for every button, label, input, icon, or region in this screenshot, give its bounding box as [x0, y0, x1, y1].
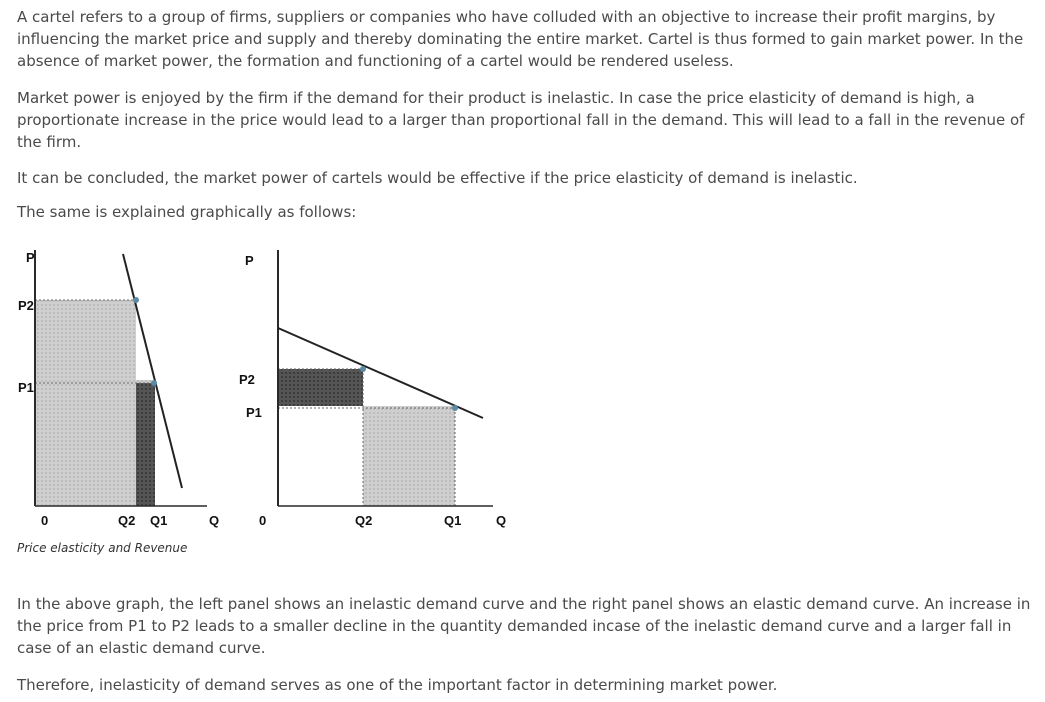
graph-explanation-paragraph: In the above graph, the left panel shows an inelastic demand curve and the right panel shows an elastic demand curve. An increase in the price from P1 to P2 leads to a smaller decline in the quantity demanded incase of the inelastic demand curve and a larger fall in case of an elastic demand curve.	[17, 595, 1031, 657]
left-y-axis-label: P	[26, 250, 35, 265]
right-point-p1	[452, 405, 458, 411]
right-quantity-label-q2: Q2	[355, 513, 373, 528]
left-quantity-label-q2: Q2	[118, 513, 136, 528]
right-quantity-label-q1: Q1	[444, 513, 462, 528]
left-lost-revenue-area	[136, 383, 155, 506]
right-price-label-p1: P1	[246, 405, 262, 420]
left-price-label-p1: P1	[18, 380, 34, 395]
elasticity-revenue-figure	[17, 232, 527, 532]
left-quantity-label-q1: Q1	[150, 513, 168, 528]
left-price-label-p2: P2	[18, 298, 34, 313]
left-point-p1	[151, 380, 157, 386]
right-origin-label: 0	[259, 513, 267, 528]
final-paragraph: Therefore, inelasticity of demand serves as one of the important factor in determining market power.	[17, 676, 778, 694]
intro-paragraph: A cartel refers to a group of firms, suppliers or companies who have colluded with an objective to increase their profit margins, by influencing the market price and supply and thereby dominating the entire market. Cartel is thus formed to gain market power. In the absence of market power, the formation and functioning of a cartel would be rendered useless.	[17, 8, 1024, 70]
right-panel-elastic	[239, 250, 506, 528]
right-price-label-p2: P2	[239, 372, 255, 387]
conclusion-paragraph: It can be concluded, the market power of cartels would be effective if the price elasticity of demand is inelastic.	[17, 169, 858, 187]
right-x-axis-label: Q	[496, 513, 507, 528]
right-gained-revenue-area	[363, 406, 455, 506]
left-point-p2	[133, 297, 139, 303]
left-gained-revenue-area	[35, 300, 136, 380]
figure-caption: Price elasticity and Revenue	[17, 541, 188, 555]
graph-intro-paragraph: The same is explained graphically as follows:	[17, 203, 357, 221]
left-common-revenue-area	[35, 380, 152, 506]
right-y-axis-label: P	[245, 253, 254, 268]
left-origin-label: 0	[41, 513, 49, 528]
right-lost-revenue-area	[278, 369, 363, 406]
right-common-revenue-area	[278, 406, 363, 506]
left-panel-inelastic	[18, 250, 219, 528]
market-power-paragraph: Market power is enjoyed by the firm if the demand for their product is inelastic. In case the price elasticity of demand is high, a proportionate increase in the price would lead to a larger than proportional fall in the demand. This will lead to a fall in the revenue of the firm.	[17, 89, 1025, 151]
left-x-axis-label: Q	[209, 513, 220, 528]
right-point-p2	[360, 366, 366, 372]
